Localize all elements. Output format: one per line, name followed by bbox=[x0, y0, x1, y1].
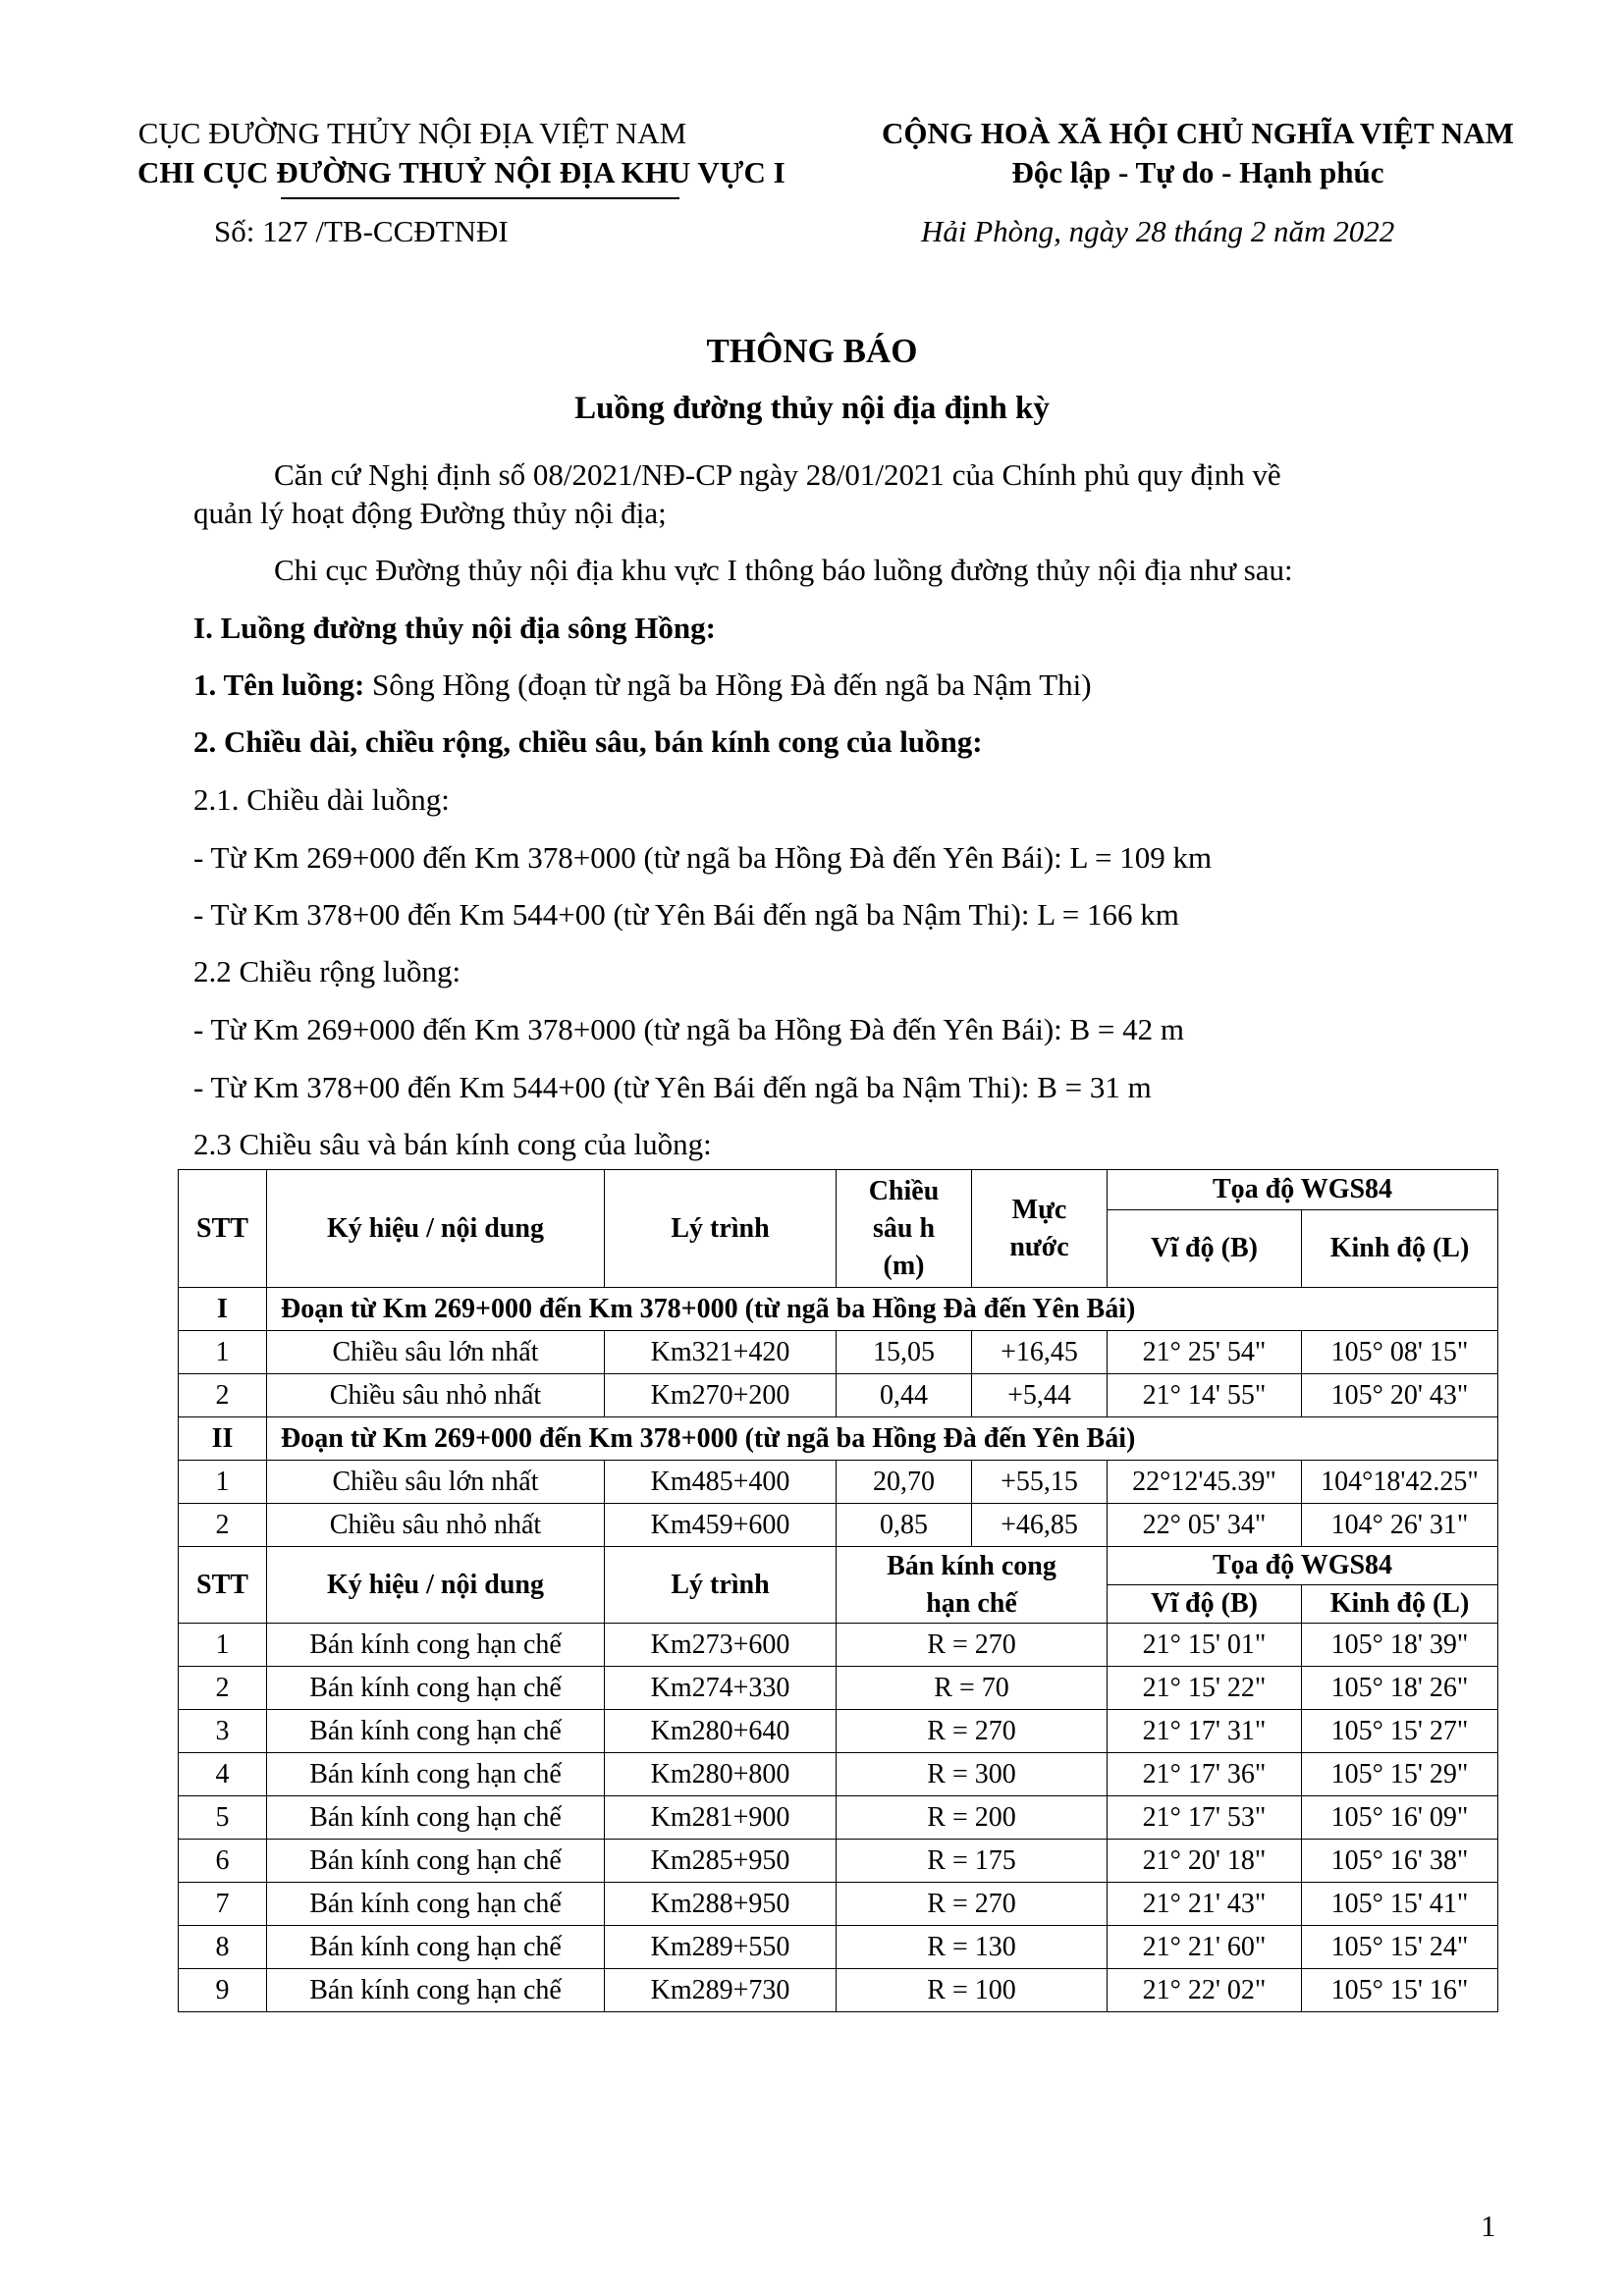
cell-stt: 5 bbox=[179, 1796, 267, 1840]
document-date: Hải Phòng, ngày 28 tháng 2 năm 2022 bbox=[921, 214, 1395, 248]
cell-stt: 6 bbox=[179, 1840, 267, 1883]
item-channel-name bbox=[193, 667, 1092, 703]
cell-radius: R = 300 bbox=[837, 1753, 1108, 1796]
header-depth-line3: (m) bbox=[883, 1250, 925, 1281]
cell-depth: 15,05 bbox=[837, 1331, 972, 1374]
document-number: Số: 127 /TB-CCĐTNĐI bbox=[214, 214, 509, 248]
header-latitude-2: Vĩ độ (B) bbox=[1108, 1585, 1302, 1624]
motto: Độc lập - Tự do - Hạnh phúc bbox=[1011, 155, 1384, 189]
issuer-name: CHI CỤC ĐƯỜNG THUỶ NỘI ĐỊA KHU VỰC I bbox=[137, 155, 785, 189]
length-line-a: - Từ Km 269+000 đến Km 378+000 (từ ngã ba Hồng Đà đến Yên Bái): L = 109 km bbox=[193, 840, 1213, 875]
cell-longitude: 105° 18' 26" bbox=[1302, 1667, 1498, 1710]
depth-table-header bbox=[179, 1170, 1498, 1288]
table-row bbox=[179, 1796, 1498, 1840]
issuer-underline bbox=[281, 197, 679, 199]
cell-latitude: 21° 22' 02" bbox=[1108, 1969, 1302, 2012]
country-name: CỘNG HOÀ XÃ HỘI CHỦ NGHĨA VIỆT NAM bbox=[882, 116, 1514, 150]
cell-chainage: Km459+600 bbox=[605, 1504, 837, 1547]
table-row bbox=[179, 1710, 1498, 1753]
cell-name: Chiều sâu lớn nhất bbox=[267, 1461, 605, 1504]
cell-longitude: 105° 15' 29" bbox=[1302, 1753, 1498, 1796]
header-chainage-2: Lý trình bbox=[605, 1547, 837, 1624]
cell-chainage: Km288+950 bbox=[605, 1883, 837, 1926]
cell-name: Bán kính cong hạn chế bbox=[267, 1667, 605, 1710]
subheading-width: 2.2 Chiều rộng luồng: bbox=[193, 954, 461, 988]
cell-longitude: 104°18'42.25" bbox=[1302, 1461, 1498, 1504]
section-heading-I: I. Luồng đường thủy nội địa sông Hồng: bbox=[193, 611, 716, 645]
cell-name: Bán kính cong hạn chế bbox=[267, 1883, 605, 1926]
cell-chainage: Km289+730 bbox=[605, 1969, 837, 2012]
header-stt: STT bbox=[179, 1170, 267, 1288]
cell-name: Bán kính cong hạn chế bbox=[267, 1969, 605, 2012]
width-line-b: - Từ Km 378+00 đến Km 544+00 (từ Yên Bái đến ngã ba Nậm Thi): B = 31 m bbox=[193, 1070, 1152, 1104]
depth-table-body bbox=[179, 1288, 1498, 1547]
item-channel-name-value: Sông Hồng (đoạn từ ngã ba Hồng Đà đến ngã ba Nậm Thi) bbox=[364, 667, 1092, 702]
cell-stt: 4 bbox=[179, 1753, 267, 1796]
cell-name: Bán kính cong hạn chế bbox=[267, 1753, 605, 1796]
cell-name: Chiều sâu nhỏ nhất bbox=[267, 1374, 605, 1417]
cell-water-level: +5,44 bbox=[972, 1374, 1108, 1417]
cell-stt: 1 bbox=[179, 1331, 267, 1374]
cell-name: Bán kính cong hạn chế bbox=[267, 1926, 605, 1969]
cell-depth: 0,44 bbox=[837, 1374, 972, 1417]
cell-radius: R = 70 bbox=[837, 1667, 1108, 1710]
cell-longitude: 104° 26' 31" bbox=[1302, 1504, 1498, 1547]
header-radius bbox=[837, 1547, 1108, 1624]
table-row bbox=[179, 1883, 1498, 1926]
length-line-b: - Từ Km 378+00 đến Km 544+00 (từ Yên Bái đến ngã ba Nậm Thi): L = 166 km bbox=[193, 897, 1179, 932]
paragraph-basis-line2: quản lý hoạt động Đường thủy nội địa; bbox=[193, 496, 667, 530]
width-line-a: - Từ Km 269+000 đến Km 378+000 (từ ngã ba Hồng Đà đến Yên Bái): B = 42 m bbox=[193, 1012, 1185, 1046]
header-coordinates-2: Tọa độ WGS84 bbox=[1108, 1547, 1498, 1585]
cell-chainage: Km273+600 bbox=[605, 1624, 837, 1667]
radius-table-header bbox=[179, 1547, 1498, 1624]
table-row bbox=[179, 1926, 1498, 1969]
cell-longitude: 105° 08' 15" bbox=[1302, 1331, 1498, 1374]
cell-stt: 1 bbox=[179, 1624, 267, 1667]
cell-longitude: 105° 16' 38" bbox=[1302, 1840, 1498, 1883]
section-id: II bbox=[179, 1417, 267, 1461]
cell-stt: 2 bbox=[179, 1504, 267, 1547]
table-row bbox=[179, 1840, 1498, 1883]
cell-name: Chiều sâu lớn nhất bbox=[267, 1331, 605, 1374]
table-row bbox=[179, 1753, 1498, 1796]
section-title: Đoạn từ Km 269+000 đến Km 378+000 (từ ngã ba Hồng Đà đến Yên Bái) bbox=[267, 1288, 1498, 1331]
cell-name: Chiều sâu nhỏ nhất bbox=[267, 1504, 605, 1547]
header-radius-line2: hạn chế bbox=[926, 1587, 1017, 1619]
cell-radius: R = 270 bbox=[837, 1624, 1108, 1667]
cell-depth: 20,70 bbox=[837, 1461, 972, 1504]
cell-latitude: 21° 20' 18" bbox=[1108, 1840, 1302, 1883]
cell-radius: R = 270 bbox=[837, 1710, 1108, 1753]
table-row bbox=[179, 1461, 1498, 1504]
cell-longitude: 105° 18' 39" bbox=[1302, 1624, 1498, 1667]
cell-name: Bán kính cong hạn chế bbox=[267, 1796, 605, 1840]
header-water-level bbox=[972, 1170, 1108, 1288]
cell-chainage: Km274+330 bbox=[605, 1667, 837, 1710]
header-stt-2: STT bbox=[179, 1547, 267, 1624]
table-row bbox=[179, 1504, 1498, 1547]
cell-longitude: 105° 15' 16" bbox=[1302, 1969, 1498, 2012]
cell-longitude: 105° 16' 09" bbox=[1302, 1796, 1498, 1840]
cell-radius: R = 270 bbox=[837, 1883, 1108, 1926]
channel-data-table bbox=[178, 1169, 1498, 2012]
cell-name: Bán kính cong hạn chế bbox=[267, 1624, 605, 1667]
cell-radius: R = 100 bbox=[837, 1969, 1108, 2012]
table-row bbox=[179, 1624, 1498, 1667]
header-name-2: Ký hiệu / nội dung bbox=[267, 1547, 605, 1624]
cell-name: Bán kính cong hạn chế bbox=[267, 1710, 605, 1753]
cell-stt: 1 bbox=[179, 1461, 267, 1504]
item-dimensions-heading: 2. Chiều dài, chiều rộng, chiều sâu, bán kính cong của luồng: bbox=[193, 724, 983, 759]
item-channel-name-label: 1. Tên luồng: bbox=[193, 667, 365, 702]
cell-latitude: 21° 14' 55" bbox=[1108, 1374, 1302, 1417]
radius-table-body bbox=[179, 1624, 1498, 2012]
header-longitude: Kinh độ (L) bbox=[1302, 1210, 1498, 1288]
cell-stt: 7 bbox=[179, 1883, 267, 1926]
section-title: Đoạn từ Km 269+000 đến Km 378+000 (từ ngã ba Hồng Đà đến Yên Bái) bbox=[267, 1417, 1498, 1461]
cell-water-level: +16,45 bbox=[972, 1331, 1108, 1374]
cell-radius: R = 200 bbox=[837, 1796, 1108, 1840]
cell-latitude: 21° 15' 22" bbox=[1108, 1667, 1302, 1710]
cell-stt: 3 bbox=[179, 1710, 267, 1753]
cell-stt: 2 bbox=[179, 1374, 267, 1417]
header-coordinates: Tọa độ WGS84 bbox=[1108, 1170, 1498, 1210]
document-subtitle: Luồng đường thủy nội địa định kỳ bbox=[574, 391, 1050, 426]
table-row bbox=[179, 1331, 1498, 1374]
paragraph-basis-line1: Căn cứ Nghị định số 08/2021/NĐ-CP ngày 28/01/2021 của Chính phủ quy định về bbox=[274, 457, 1281, 492]
subheading-depth-radius: 2.3 Chiều sâu và bán kính cong của luồng: bbox=[193, 1127, 712, 1161]
cell-chainage: Km270+200 bbox=[605, 1374, 837, 1417]
subheading-length: 2.1. Chiều dài luồng: bbox=[193, 782, 450, 817]
cell-water-level: +46,85 bbox=[972, 1504, 1108, 1547]
cell-latitude: 21° 17' 36" bbox=[1108, 1753, 1302, 1796]
table-row bbox=[179, 1969, 1498, 2012]
cell-depth: 0,85 bbox=[837, 1504, 972, 1547]
cell-radius: R = 175 bbox=[837, 1840, 1108, 1883]
cell-longitude: 105° 15' 27" bbox=[1302, 1710, 1498, 1753]
header-depth-line1: Chiều bbox=[868, 1175, 940, 1206]
header-latitude: Vĩ độ (B) bbox=[1108, 1210, 1302, 1288]
header-longitude-2: Kinh độ (L) bbox=[1302, 1585, 1498, 1624]
cell-water-level: +55,15 bbox=[972, 1461, 1108, 1504]
table-row bbox=[179, 1374, 1498, 1417]
cell-radius: R = 130 bbox=[837, 1926, 1108, 1969]
cell-latitude: 22°12'45.39" bbox=[1108, 1461, 1302, 1504]
cell-chainage: Km289+550 bbox=[605, 1926, 837, 1969]
cell-longitude: 105° 15' 41" bbox=[1302, 1883, 1498, 1926]
section-id: I bbox=[179, 1288, 267, 1331]
national-motto-block bbox=[844, 114, 1551, 192]
paragraph-announcement: Chi cục Đường thủy nội địa khu vực I thông báo luồng đường thủy nội địa như sau: bbox=[274, 553, 1293, 587]
table-row bbox=[179, 1667, 1498, 1710]
header-name: Ký hiệu / nội dung bbox=[267, 1170, 605, 1288]
section-row bbox=[179, 1417, 1498, 1461]
cell-chainage: Km280+640 bbox=[605, 1710, 837, 1753]
document-title: THÔNG BÁO bbox=[706, 332, 918, 370]
header-level-line1: Mực bbox=[1011, 1194, 1067, 1225]
cell-chainage: Km321+420 bbox=[605, 1331, 837, 1374]
issuer-parent: CỤC ĐƯỜNG THỦY NỘI ĐỊA VIỆT NAM bbox=[137, 116, 687, 150]
header-depth bbox=[837, 1170, 972, 1288]
header-chainage: Lý trình bbox=[605, 1170, 837, 1288]
cell-longitude: 105° 20' 43" bbox=[1302, 1374, 1498, 1417]
issuer-block bbox=[137, 114, 785, 192]
header-depth-line2: sâu h bbox=[872, 1212, 936, 1244]
cell-name: Bán kính cong hạn chế bbox=[267, 1840, 605, 1883]
cell-chainage: Km285+950 bbox=[605, 1840, 837, 1883]
cell-stt: 9 bbox=[179, 1969, 267, 2012]
cell-latitude: 22° 05' 34" bbox=[1108, 1504, 1302, 1547]
section-row bbox=[179, 1288, 1498, 1331]
cell-latitude: 21° 21' 43" bbox=[1108, 1883, 1302, 1926]
cell-longitude: 105° 15' 24" bbox=[1302, 1926, 1498, 1969]
cell-stt: 2 bbox=[179, 1667, 267, 1710]
header-radius-line1: Bán kính cong bbox=[887, 1550, 1056, 1581]
cell-chainage: Km280+800 bbox=[605, 1753, 837, 1796]
cell-latitude: 21° 17' 31" bbox=[1108, 1710, 1302, 1753]
cell-stt: 8 bbox=[179, 1926, 267, 1969]
cell-chainage: Km281+900 bbox=[605, 1796, 837, 1840]
cell-latitude: 21° 15' 01" bbox=[1108, 1624, 1302, 1667]
header-level-line2: nước bbox=[1009, 1231, 1069, 1262]
cell-latitude: 21° 17' 53" bbox=[1108, 1796, 1302, 1840]
cell-latitude: 21° 25' 54" bbox=[1108, 1331, 1302, 1374]
page-number: 1 bbox=[1481, 2209, 1496, 2243]
cell-latitude: 21° 21' 60" bbox=[1108, 1926, 1302, 1969]
cell-chainage: Km485+400 bbox=[605, 1461, 837, 1504]
